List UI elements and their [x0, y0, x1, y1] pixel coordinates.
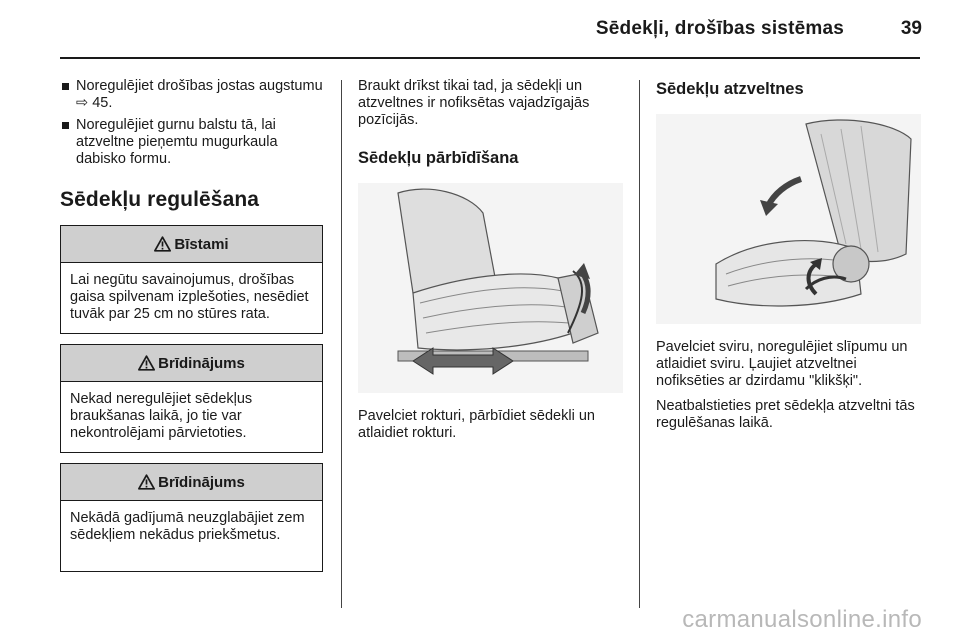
header-rule [60, 57, 920, 59]
section-heading: Sēdekļu regulēšana [60, 188, 260, 211]
instruction-paragraph: Neatbalstieties pret sēdekļa atzveltni tās regulēšanas laikā. [656, 398, 915, 431]
section-heading: Sēdekļu pārbīdīšana [358, 149, 519, 167]
bullet-text: Noregulējiet gurnu balstu tā, lai atzveltne pieņemtu mugurkaula dabisko formu. [76, 117, 278, 167]
warning-box [60, 344, 323, 453]
bullet-item [60, 78, 325, 112]
column-left [60, 78, 325, 582]
warning-box-title: Brīdinājums [158, 473, 245, 491]
bullet-text: Noregulējiet drošības jostas augstumu [76, 78, 323, 94]
page-ref-arrow-icon: ⇨ [76, 95, 89, 111]
danger-box-title: Bīstami [174, 235, 229, 253]
danger-box [60, 225, 323, 334]
warning-box-text: Nekādā gadījumā neuzglabājiet zem sēdekļiem nekādus priekšmetus. [70, 510, 305, 543]
danger-box-text: Lai negūtu savainojumus, drošības gaisa spilvenam izplešoties, nesēdiet tuvāk par 25 cm no stūres rata. [70, 272, 309, 322]
instruction-paragraph: Pavelciet sviru, noregulējiet slīpumu un atlaidiet sviru. Ļaujiet atzveltnei nofiksēties ar dzirdamu "klikšķi". [656, 339, 908, 389]
warning-box-header [61, 464, 322, 501]
warning-box-header [61, 345, 322, 382]
figure-caption: Pavelciet rokturi, pārbīdiet sēdekli un atlaidiet rokturi. [358, 408, 595, 441]
warning-triangle-icon [154, 236, 171, 252]
warning-box [60, 463, 323, 572]
backrest-illustration [656, 114, 921, 324]
backrest-drawing [656, 114, 921, 324]
warning-box-text: Nekad neregulējiet sēdekļus braukšanas laikā, jo tie var nekontrolējami pārvietoties. [70, 391, 253, 441]
column-divider-2 [639, 80, 640, 608]
page-ref-link[interactable]: 45. [92, 95, 113, 111]
section-heading: Sēdekļu atzveltnes [656, 80, 804, 98]
danger-box-header [61, 226, 322, 263]
watermark: carmanualsonline.info [682, 606, 922, 633]
bullet-square-icon [62, 83, 69, 90]
column-divider-1 [341, 80, 342, 608]
warning-triangle-icon [138, 474, 155, 490]
bullet-square-icon [62, 122, 69, 129]
seat-slide-illustration [358, 183, 623, 393]
column-right [656, 78, 922, 440]
seat-slide-drawing [358, 183, 623, 393]
bullet-item [60, 117, 325, 168]
column-middle [358, 78, 623, 450]
warning-triangle-icon [138, 355, 155, 371]
page-header-title: Sēdekļi, drošības sistēmas [595, 18, 844, 39]
page-number: 39 [900, 18, 922, 39]
intro-paragraph: Braukt drīkst tikai tad, ja sēdekļi un atzveltnes ir nofiksētas vajadzīgajās pozīcijās. [358, 78, 590, 128]
warning-box-title: Brīdinājums [158, 354, 245, 372]
